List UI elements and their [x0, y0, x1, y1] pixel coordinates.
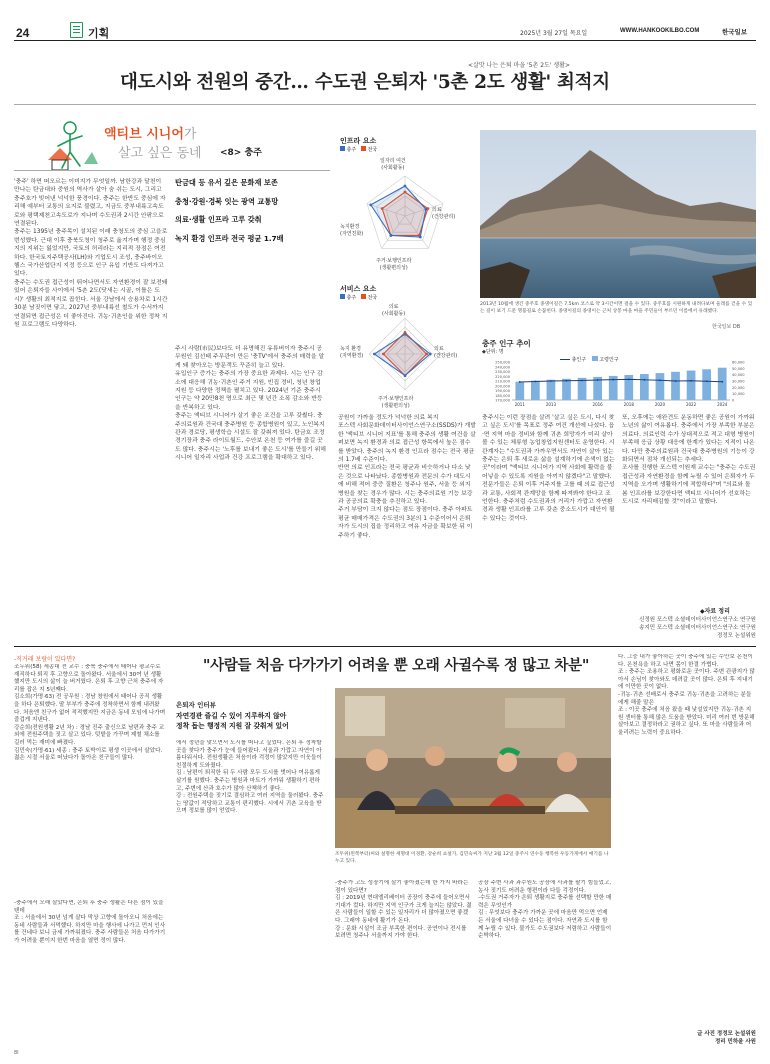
- highlight-3: 의료·생활 인프라 고루 갖춰: [175, 215, 262, 224]
- elderly-bar-2021: [671, 372, 680, 400]
- radar-service-title: 서비스 요소: [340, 285, 377, 293]
- interview-photo: [335, 688, 611, 848]
- x-tick-2018: 2018: [623, 402, 634, 407]
- radar1-chungju-series-point-2: [419, 236, 422, 239]
- article1-body-col1: '충주' 하면 떠오르는 이미지가 무엇일까. 남한강과 달천이 만나는 탄금대와 중원의 역사가 살아 숨 쉬는 도시, 그리고 충주호가 빚어낸 넉넉한 풍경이다. 충주는 한반도 중심에 자리해 예부터 교통의 요지로 불렸고, 지금도 중부내륙고속도로와 평택제천고속도로가 지나며 수도권과 2시간 안팎으로 연결된다. 충주는 1395년 충주목이 설치된 이래 충청도의 중심 고을로 번성했다. 근대 이후 충북도청이 청주로 옮겨가며 행정 중심지의 지위는 잃었지만, 국토의 허리라는 지리적 장점은 여전하다. 한국토지주택공사(LH)와 기업도시 조성, 충주바이오헬스 국가산업단지 지정 등으로 인구 유입 기반도 다져가고 있다. 충주는 수도권 접근성이 뛰어나면서도 자연환경이 잘 보전돼 있어 은퇴자들 사이에서 '5촌 2도(닷새는 시골, 이틀은 도시)' 생활의 최적지로 꼽힌다. 서울 강남에서 승용차로 1시간 30분 남짓이면 닿고, 2027년 중부내륙선 철도가 수서까지 연결되면 접근성은 더 좋아진다. 귀농·귀촌인을 위한 정착 지원 프로그램도 다양하다.: [14, 179, 168, 328]
- lake-photo-caption: 2013년 10월에 생긴 충주호 종댕이길은 7.5km 코스로 약 3시간이면 걸을 수 있다. 충주호를 시원하게 내려다보며 둘레를 걷을 수 있는 길이 보기 드문 명품길로 손꼽힌다. 종댕이길의 종댕이는 근처 상봉 마을 마을 주민들이 부르던 이름에서 유래했다.: [480, 302, 753, 314]
- interview-photo-caption: 조두위(왼쪽부터)씨와 설명한 세명대 이경환, 강순희 쇼설가, 김민숙씨가 지난 3월 12일 충주시 연수동 행복한 우동가게에서 얘기를 나누고 있다.: [335, 852, 609, 864]
- total-point-2017: [612, 379, 614, 381]
- radar2-chungju-series-point-0: [404, 333, 407, 336]
- series-logo-line1: [104, 123, 196, 142]
- legend-total: 총인구: [571, 357, 587, 363]
- radar-infra-legend-national: 전국: [367, 147, 378, 153]
- interview-byline: 글 사진 정정모 논설위원 정리 민하윤 사원: [697, 1031, 756, 1045]
- radar1-chungju-series-point-3: [389, 234, 392, 237]
- total-point-2011: [519, 381, 521, 383]
- radar-infra-title: 인프라 요소: [340, 137, 377, 145]
- total-point-2018: [628, 378, 630, 380]
- article1-byline: ◆자료 정리: [700, 608, 730, 615]
- lake-photo: [480, 130, 756, 298]
- headline-rule: [14, 104, 756, 105]
- article1-credit: 신정원 포스텍 소셜데이터사이언스연구소 연구원 송지민 포스텍 소셜데이터사이언스연구소 연구원 정정모 논설위원: [639, 617, 756, 639]
- radar2-chungju-series-point-1: [429, 353, 432, 356]
- interview-subhead-label: 은퇴자 인터뷰: [176, 701, 216, 709]
- x-tick-2011: 2011: [514, 402, 525, 407]
- total-point-2019: [643, 379, 645, 381]
- logo-rule: [14, 170, 330, 171]
- brand: 한국일보: [722, 28, 748, 36]
- series-logo-line2: 살고 싶은 동네: [118, 146, 202, 161]
- total-point-2014: [566, 380, 568, 382]
- radar2-chungju-series-point-3: [373, 353, 376, 356]
- y-right-tick-3: 30,000: [732, 379, 745, 384]
- y-left-tick-8: 170,000: [495, 398, 510, 403]
- section-label: 기획: [88, 27, 110, 40]
- radar-service-legend-national: 전국: [367, 295, 378, 301]
- radar1-axis-2: 주거·보행인프라 (생활편의성): [376, 258, 412, 271]
- interview-headline: "사람들 처음 다가가기 어려울 뿐 오래 사귈수록 정 많고 차분": [202, 657, 590, 674]
- highlight-1: 탄금대 등 유서 깊은 문화재 보존: [175, 178, 278, 187]
- total-point-2012: [534, 381, 536, 383]
- population-chart-title: 충주 인구 추이: [482, 339, 531, 348]
- radar1-axis-3: 녹지환경 (자연친화): [340, 224, 364, 237]
- article1-body-col2: 주시 사람(市民)보다도 더 유명해진 유튜버이자 충주시 공무원인 김선태 주무관이 만든 '충TV'에서 충주의 매력을 알게 돼 찾아오는 방문객도 꾸준히 늘고 있다. 유입인구 증가는 충주의 가장 중요한 과제다. 시는 인구 감소에 대응해 귀농·귀촌인 주거 지원, 빈집 정비, 청년 창업 지원 등 다양한 정책을 펼치고 있다. 2024년 기준 충주시 인구는 약 20만8천 명으로 최근 몇 년간 소폭 감소와 반등을 반복하고 있다. 충주는 액티브 시니어가 살기 좋은 조건을 고루 갖췄다. 충주의료원과 건국대 충주병원 등 종합병원이 있고, 노인복지관과 경로당, 평생학습 시설도 잘 갖춰져 있다. 탄금호 조정경기장과 충주 라이트월드, 수안보 온천 등 여가를 즐길 곳도 많다. 충주시는 '노후를 보내기 좋은 도시'를 만들기 위해 시니어 일자리 사업과 건강 프로그램을 확대하고 있다.: [175, 346, 326, 462]
- y-left-tick-5: 200,000: [495, 384, 510, 389]
- highlight-4: 녹지 환경 인프라 전국 평균 1.7배: [175, 233, 284, 243]
- highlights-box: [175, 178, 327, 340]
- y-right-tick-0: 60,000: [732, 360, 745, 365]
- radar1-chungju-series-point-1: [425, 208, 428, 211]
- radar1-axis-1: 의료 (건강관리): [432, 207, 456, 220]
- y-right-tick-5: 10,000: [732, 392, 745, 397]
- y-right-tick-4: 20,000: [732, 385, 745, 390]
- interview-col5: 다. 그중 내가 좋아하는 곳이 충주에 있는 수안보 온천이다. 온천욕을 하고 나면 몸이 한결 가볍다. 조 : 충주는 조용하고 평화로운 곳이다. 주변 관광지가 많아서 손님이 찾아와도 데려갈 곳이 많다. 은퇴 후 지내기에 이만한 곳이 없다. -귀농·귀촌 선배로서 충주로 귀농·귀촌을 고려하는 분들에게 해줄 말은 조 : 이곳 충주에 처음 왔을 때 낯설었지만 귀농·귀촌 지원 센터를 통해 많은 도움을 받았다. 미리 여러 번 방문해 살아보고 결정하라고 권하고 싶다. 또 마을 사람들과 어울리려는 노력이 중요하다.: [618, 654, 755, 736]
- y-left-tick-2: 230,000: [495, 370, 510, 374]
- interview-col1b: -충주에서 오래 살았다면, 은퇴 후 충주 생활은 다른 점이 있을 텐데 조 : 서울에서 30년 넘게 살다 막상 고향에 돌아오니 처음에는 동네 사람들과 서먹했다. 하지만 마을 행사에 나가고 먼저 인사를 건네다 보니 금세 가까워졌다. 충주 사람들은 처음 다가가기가 어려울 뿐이지 한번 마음을 열면 정이 많다.: [14, 900, 166, 944]
- kicker: <살맛 나는 은퇴 마을 '5촌 2도' 생활>: [468, 62, 570, 69]
- interview-sidebar-kicker: -직거래 보람이 있다면?: [14, 656, 76, 663]
- radar1-chungju-series-point-4: [369, 203, 372, 206]
- y-left-tick-0: 250,000: [495, 360, 510, 365]
- y-right-tick-6: 0: [732, 398, 735, 403]
- radar2-axis-1: 의료 (건강관리): [434, 346, 458, 359]
- series-logo-accent: 액티브 시니어: [104, 127, 184, 142]
- footer-code: 8I: [14, 1050, 19, 1056]
- x-tick-2020: 2020: [654, 402, 666, 407]
- y-left-tick-4: 210,000: [495, 379, 510, 384]
- interview-col3: -충주가 고도 성장기에 살기 좋아졌는데 한 가지 바라는 점이 있다면? 김 : 2019년 현대엘리베이터 공장이 충주에 들어오면서 기대가 컸다. 하지만 지역 인구가 크게 늘지는 않았다. 젊은 사람들이 일할 수 있는 일자리가 더 많아졌으면 좋겠다. 그래야 동네에 활기가 돈다. 강 : 문화 시설이 조금 부족한 편이다. 공연이나 전시를 보려면 청주나 서울까지 가야 한다.: [335, 880, 472, 940]
- total-point-2013: [550, 380, 552, 382]
- radar1-chungju-series: [371, 186, 426, 237]
- page-number: 24: [16, 26, 30, 40]
- y-right-tick-1: 50,000: [732, 366, 745, 371]
- x-tick-2022: 2022: [685, 402, 697, 407]
- interview-col4: 공장 주변 사과 과수원도 공장에 사과를 팔기 힘들었고, 농사 짓기도 어려운 형편이라 다들 걱정이다. -수도권 거주자가 은퇴 생활지로 충주를 선택할 만한 매력은 무엇인가 김 : 무엇보다 충주가 가까운 곳에 마음만 먹으면 언제든 서울에 다녀올 수 있다는 점이다. 자연과 도시를 함께 누릴 수 있다. 물가도 수도권보다 저렴하고 사람들이 순박하다.: [478, 880, 612, 940]
- population-chart: [482, 360, 758, 410]
- elderly-bar-2022: [687, 371, 696, 400]
- highlight-2: 충청·강원·경북 잇는 광역 교통망: [175, 196, 279, 206]
- total-point-2015: [581, 380, 583, 382]
- elderly-bar-2020: [656, 373, 665, 400]
- dateline: 2025년 3월 27일 목요일: [520, 30, 588, 37]
- y-left-tick-7: 180,000: [495, 393, 510, 398]
- radar2-axis-0: 의료 (사회활동): [382, 304, 406, 317]
- elderly-bar-2024: [718, 368, 727, 400]
- population-chart-unit: ◆단위: 명: [482, 349, 504, 355]
- radar2-axis-3: 녹지 환경 (지역환경): [340, 346, 364, 359]
- article1-body-col5: 또, 오후에는 애완견도 운동하면 좋은 공원이 가까워 노년의 삶이 여유롭다. 충주에서 가장 부족한 부분은 의료다. 의료인력 수가 상대적으로 적고 대형 병원이 부족해 응급 상황 대응에 한계가 있다는 지적이 나온다. 다만 충주의료원과 건국대 충주병원의 기능이 강화되면서 점차 개선되는 추세다. 조사를 진행한 포스텍 이원재 교수는 "충주는 수도권 접근성과 자연환경을 함께 누릴 수 있어 은퇴자가 두 지역을 오가며 생활하기에 적합하다"며 "의료와 돌봄 인프라를 보강한다면 액티브 시니어가 선호하는 도시로 자리매김할 것"이라고 말했다.: [622, 415, 756, 506]
- x-tick-2016: 2016: [592, 402, 603, 407]
- radar-infra-legend-chungju: 충주: [346, 147, 357, 153]
- total-point-2024: [721, 381, 723, 383]
- website[interactable]: WWW.HANKOOKILBO.COM: [620, 28, 700, 34]
- radar2-chungju-series-point-2: [404, 374, 407, 377]
- header-rule: [14, 40, 756, 41]
- elderly-bar-2014: [562, 379, 571, 400]
- interview-col1: 조두위(58) 세종대 전 교수 : 충북 충주에서 태어나 평교수로 재직하다 퇴직 후 고향으로 돌아왔다. 서울에서 30여 년 생활했지만 도시의 삶이 늘 버거웠다. 은퇴 후 고향 근처 충주에 자리를 잡은 지 5년째다. 김소희(가명·63) 전 공무원 : 경남 창원에서 태어나 공직 생활을 하다 은퇴했다. 딸 부부가 충주에 정착하면서 함께 내려왔다. 처음엔 친구가 없어 적적했지만 지금은 동네 모임에 나가며 즐겁게 지낸다. 강순희(전원생활 2년 차) : 경남 진주 출신으로 남편과 충주 교외에 전원주택을 짓고 살고 있다. 텃밭을 가꾸며 제철 채소를 길러 먹는 재미에 빠졌다. 김민숙(가명·61) 세종 : 충주 토박이로 평생 이곳에서 살았다. 젊은 시절 서울로 떠났다가 돌아온 친구들이 많다.: [14, 664, 166, 762]
- radar-service-legend-chungju: 충주: [346, 295, 357, 301]
- article1-body-col4: 충주시는 이런 장점을 살려 '살고 싶은 도시, 다시 찾고 싶은 도시'를 목표로 정주 여건 개선에 나섰다. 읍·면 지역 마을 정비와 함께 귀촌 희망자가 미리 살아볼 수 있는 체류형 농업창업지원센터도 운영한다. 시 관계자는 "수도권과 가까우면서도 자연이 살아 있는 충주는 은퇴 후 새로운 삶을 설계하기에 손색이 없는 곳"이라며 "액티브 시니어가 지역 사회에 활력을 불어넣을 수 있도록 지원을 아끼지 않겠다"고 말했다. 전문가들은 은퇴 이후 거주지를 고를 때 의료 접근성과 교통, 사회적 관계망을 함께 따져봐야 한다고 조언한다. 충주처럼 수도권과의 거리가 가깝고 자연환경과 생활 인프라를 고루 갖춘 중소도시가 대안이 될 수 있다는 것이다.: [482, 415, 615, 522]
- x-tick-2024: 2024: [717, 402, 728, 407]
- article1-body-col3: 공원이 가까울 정도가 넉넉한 의료 복지 포스텍 사회문화데이터사이언스연구소(SSDS)가 개발한 '액티브 시니어 지표'를 통해 충주의 생활 여건을 살펴보면 녹지 환경과 의료 접근성 항목에서 높은 점수를 받았다. 충주의 녹지 환경 인프라 점수는 전국 평균의 1.7배 수준이다. 반면 의료 인프라는 전국 평균과 비슷하거나 다소 낮은 것으로 나타났다. 종합병원과 전문의 수가 대도시에 비해 적어 중증 질환은 청주나 원주, 서울 등 외지 병원을 찾는 경우가 많다. 시는 충주의료원 기능 보강과 공공의료 확충을 추진하고 있다. 주거 부담이 크지 않다는 점도 장점이다. 충주 아파트 평균 매매가격은 수도권의 3분의 1 수준이어서 은퇴자가 도시의 집을 정리하고 여유 자금을 확보한 뒤 이주하기 좋다.: [338, 415, 476, 539]
- radar1-chungju-series-point-0: [404, 185, 407, 188]
- y-right-tick-2: 40,000: [732, 373, 745, 378]
- elderly-bar-2013: [547, 380, 556, 400]
- lake-photo-credit: 한국일보 DB: [712, 324, 741, 330]
- series-logo-suffix: 가: [183, 127, 197, 142]
- y-left-tick-3: 220,000: [495, 374, 510, 379]
- interview-col2: 에서 정년을 맞으면서 도시를 떠나고 싶었다. 은퇴 후 정착할 곳을 찾다가 충주가 눈에 들어왔다. 서울과 가깝고 자연이 아름다워서다. 전원생활은 처음이라 걱정이 많았지만 이웃들이 친절하게 도와줬다. 김 : 남편이 퇴직한 뒤 두 사람 모두 도시를 벗어나 여유롭게 살기를 원했다. 충주는 병원과 마트가 가까워 생활하기 편하고, 주변에 산과 호수가 많아 산책하기 좋다. 강 : 전원주택을 짓기로 결심하고 여러 지역을 둘러봤다. 충주는 땅값이 적당하고 교통이 편리했다. 시에서 귀촌 교육을 받으며 정보를 많이 얻었다.: [176, 740, 324, 815]
- y-left-tick-1: 240,000: [495, 365, 510, 370]
- section-divider: [14, 646, 756, 647]
- legend-elderly: 고령인구: [599, 357, 619, 363]
- elderly-bar-2012: [531, 381, 540, 400]
- section-icon: [70, 22, 83, 38]
- y-left-tick-6: 190,000: [495, 389, 510, 393]
- x-tick-2013: 2013: [545, 402, 557, 407]
- total-point-2020: [659, 379, 661, 381]
- main-headline: 대도시와 전원의 중간… 수도권 은퇴자 '5촌 2도 생활' 최적지: [120, 72, 610, 93]
- elderly-bar-2019: [640, 374, 649, 400]
- radar2-axis-2: 주거·보행인프라 (생활편의성): [378, 396, 414, 409]
- series-number: <8> 충주: [220, 148, 262, 158]
- elderly-bar-2011: [515, 382, 524, 400]
- radar1-axis-0: 일자리 여건 (사회활동): [380, 158, 406, 171]
- interview-subhead: 자연경관 즐길 수 있어 지루하지 않아 정착 돕는 행정적 지원 잘 갖춰져 있어: [176, 712, 289, 730]
- total-point-2022: [690, 380, 692, 382]
- active-senior-logo-icon: [40, 118, 100, 174]
- total-point-2023: [706, 380, 708, 382]
- total-point-2021: [675, 380, 677, 382]
- elderly-bar-2023: [702, 369, 711, 400]
- total-point-2016: [597, 379, 599, 381]
